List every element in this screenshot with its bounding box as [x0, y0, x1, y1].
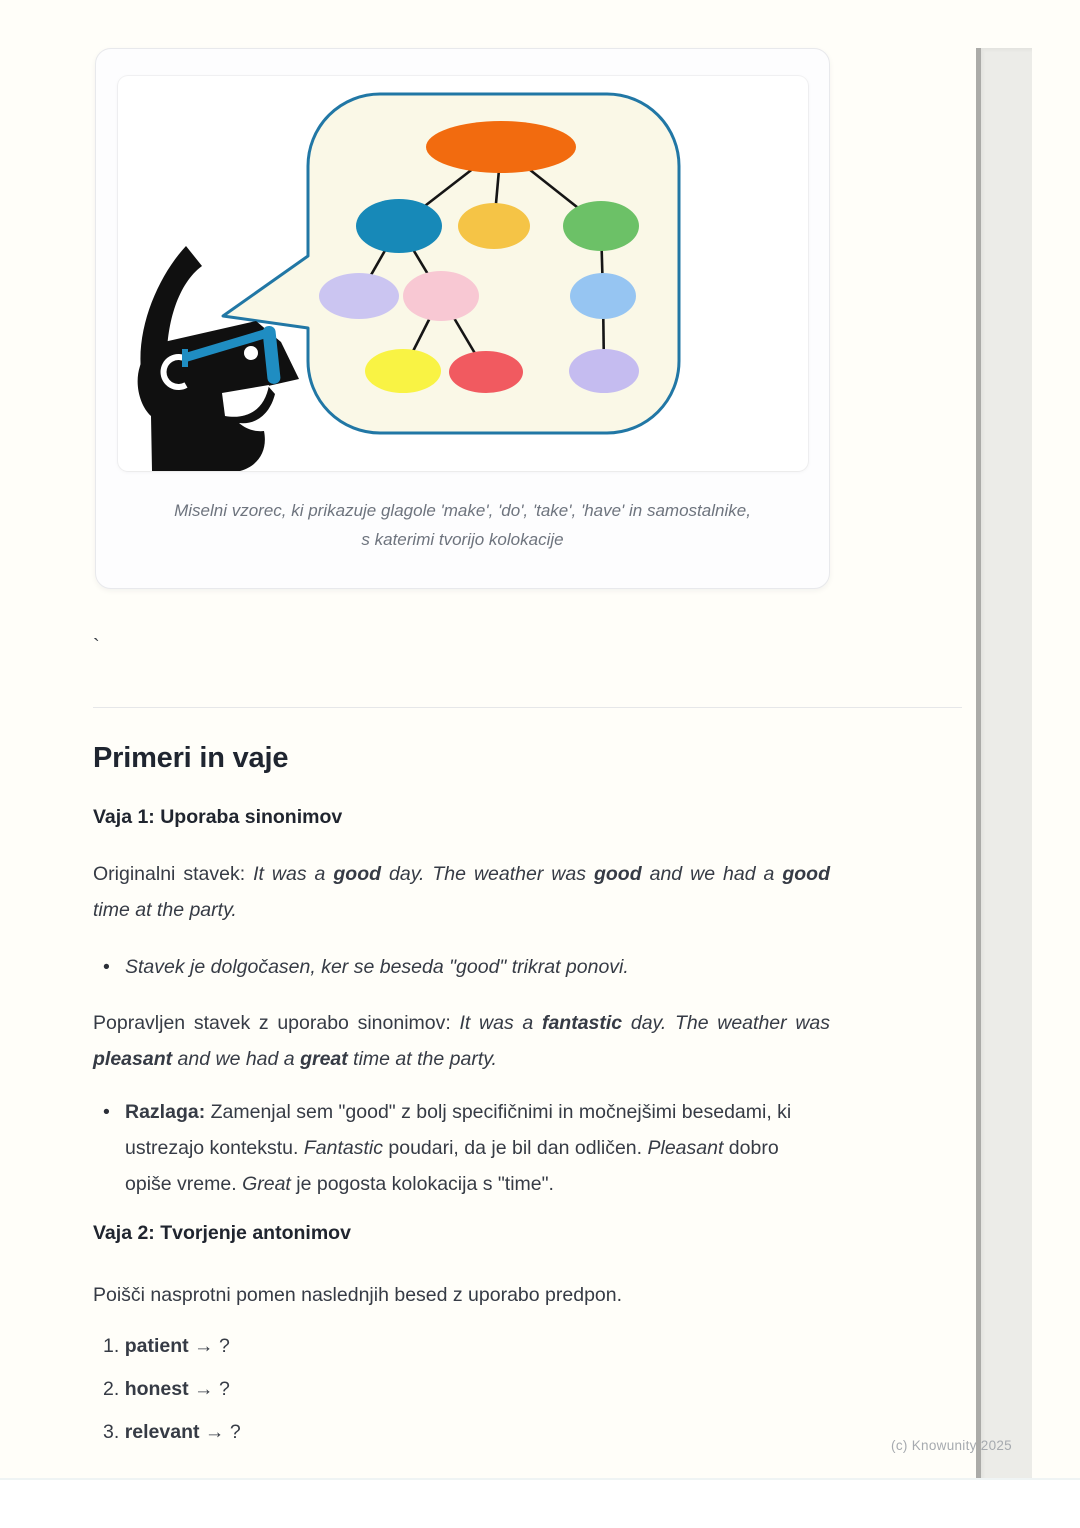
text-segment: Popravljen stavek z uporabo sinonimov:: [93, 1012, 460, 1034]
mindmap-node-root-orange: [426, 121, 576, 173]
mindmap-node-leaf-blue: [570, 273, 636, 319]
text-segment: day. The weather was: [381, 863, 594, 885]
antonym-item: 2. honest → ?: [103, 1378, 230, 1400]
eye: [244, 346, 258, 360]
mindmap-illustration: [118, 76, 808, 471]
antonym-item: 3. relevant → ?: [103, 1421, 241, 1443]
text-segment: and we had a: [172, 1048, 301, 1070]
mindmap-node-leaf-pink: [403, 271, 479, 321]
antonym-item: 1. patient → ?: [103, 1335, 230, 1357]
text-segment: great: [300, 1048, 348, 1070]
text-segment: day. The weather was: [622, 1012, 830, 1034]
text-segment: Great: [242, 1173, 291, 1195]
exercise1-explanation-list: [93, 1094, 830, 1202]
exercise1-title: Vaja 1: Uporaba sinonimov: [93, 806, 343, 828]
text-segment: good: [782, 863, 830, 885]
text-segment: Pleasant: [647, 1137, 724, 1159]
antonym-list: [93, 1334, 840, 1463]
exercise1-original-paragraph: [93, 856, 830, 928]
exercise1-revised-paragraph: [93, 1005, 830, 1077]
mindmap-figure: [118, 76, 808, 471]
mindmap-node-leaf-red: [449, 351, 523, 393]
text-segment: Stavek je dolgočasen, ker se beseda "good" trikrat ponovi.: [125, 956, 629, 978]
text-segment: good: [333, 863, 382, 885]
exercise1-note-list: [93, 949, 830, 985]
figure-caption-line2: s katerimi tvorijo kolokacije: [361, 530, 564, 549]
text-segment: Fantastic: [303, 1137, 383, 1159]
text-segment: Originalni stavek:: [93, 863, 254, 885]
text-segment: Razlaga:: [125, 1101, 206, 1123]
next-page-preview: [981, 48, 1032, 1478]
copyright-note: (c) Knowunity 2025: [891, 1438, 1012, 1453]
figure-caption-line1: Miselni vzorec, ki prikazuje glagole 'make', 'do', 'take', 'have' in samostalnike,: [174, 501, 751, 520]
mindmap-node-leaf-violet: [569, 349, 639, 393]
explanation-item: [93, 1094, 830, 1202]
text-segment: It was a: [253, 863, 334, 885]
text-segment: good: [593, 863, 642, 885]
text-segment: fantastic: [541, 1012, 623, 1034]
figure-caption: [96, 496, 829, 554]
mindmap-node-leaf-lavender: [319, 273, 399, 319]
text-segment: It was a: [459, 1012, 542, 1034]
text-segment: je pogosta kolokacija s "time".: [290, 1173, 554, 1195]
mindmap-node-branch-teal: [356, 199, 442, 253]
stray-backtick: `: [93, 636, 100, 658]
text-segment: pleasant: [93, 1048, 173, 1070]
note-item: [93, 949, 830, 985]
figure-card: [95, 48, 830, 589]
scrollbar-thumb[interactable]: [976, 48, 981, 1478]
mindmap-node-branch-green: [563, 201, 639, 251]
mindmap-node-branch-amber: [458, 203, 530, 249]
text-segment: poudari, da je bil dan odličen.: [382, 1137, 648, 1159]
section-divider: [93, 707, 962, 708]
text-segment: Zamenjal sem "good" z bolj specifičnimi in močnejšimi besedami, ki ustrezajo kontekstu.: [125, 1101, 792, 1159]
text-segment: dobro opiše vreme.: [125, 1137, 779, 1195]
exercise2-intro: Poišči nasprotni pomen naslednjih besed z uporabo predpon.: [93, 1284, 623, 1306]
bottom-strip: [0, 1478, 1080, 1528]
text-segment: time at the party.: [347, 1048, 497, 1070]
section-heading: Primeri in vaje: [93, 742, 289, 774]
mindmap-node-leaf-yellow: [365, 349, 441, 393]
text-segment: and we had a: [641, 863, 783, 885]
text-segment: time at the party.: [93, 899, 237, 921]
exercise2-title: Vaja 2: Tvorjenje antonimov: [93, 1222, 351, 1244]
